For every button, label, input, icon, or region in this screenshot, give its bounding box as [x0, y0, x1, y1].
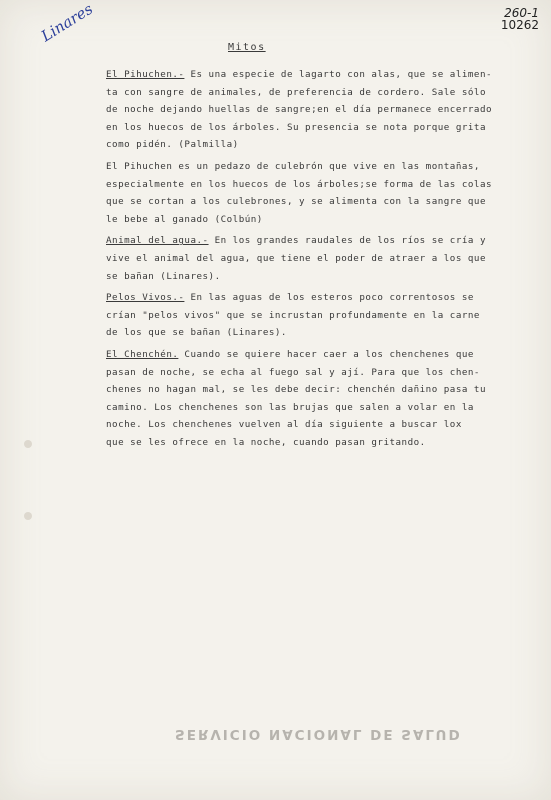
section-heading: Pelos Vivos.-: [106, 292, 185, 304]
text-line: [106, 211, 530, 229]
line-text: camino. Los chenchenes son las brujas que salen a volar en la: [106, 401, 474, 413]
punch-hole: [24, 512, 32, 520]
text-line: [106, 250, 530, 268]
text-line: [106, 136, 530, 154]
text-line: [106, 84, 530, 102]
text-line: [106, 434, 530, 452]
line-text: crían "pelos vivos" que se incrustan profundamente en la carne: [106, 309, 480, 321]
text-line: [106, 307, 530, 325]
line-text: En las aguas de los esteros poco correntosos se: [184, 292, 474, 304]
text-line: [106, 176, 530, 194]
section-heading: El Pihuchen.-: [106, 69, 185, 80]
line-text: chenes no hagan mal, se les debe decir: chenchén dañino pasa tu: [106, 384, 486, 396]
line-text: Es una especie de lagarto con alas, que se alimen-: [184, 69, 493, 80]
line-text: de noche dejando huellas de sangre;en el día permanece encerrado: [106, 104, 493, 116]
line-text: En los grandes raudales de los ríos se cría y: [208, 235, 486, 247]
text-line: [106, 399, 530, 417]
paragraph: [106, 346, 530, 452]
text-line: [106, 346, 530, 364]
text-line: [106, 101, 530, 119]
paragraph: [106, 232, 530, 285]
line-text: especialmente en los huecos de los árboles;se forma de las colas: [106, 178, 493, 190]
section-heading: El Chenchén.: [106, 348, 179, 360]
text-line: [106, 289, 530, 307]
text-line: [106, 232, 530, 250]
text-line: [106, 324, 530, 342]
paragraph: [106, 289, 530, 342]
line-text: vive el animal del agua, que tiene el poder de atraer a los que: [106, 252, 486, 264]
handwritten-margin-note: Linares: [38, 0, 96, 46]
line-text: en los huecos de los árboles. Su presencia se nota porque grita: [106, 121, 486, 133]
paragraph: [106, 158, 530, 228]
text-line: [106, 119, 530, 137]
line-text: pasan de noche, se echa al fuego sal y ají. Para que los chen-: [106, 366, 480, 378]
line-text: como pidén. (Palmilla): [106, 139, 239, 151]
text-line: [106, 268, 530, 286]
text-line: [106, 381, 530, 399]
line-text: de los que se bañan (Linares).: [106, 327, 287, 339]
document-body: [106, 66, 530, 455]
reference-number-2: 10262: [500, 18, 539, 32]
punch-hole: [24, 440, 32, 448]
reference-number-1: 260-1: [504, 6, 539, 20]
line-text: noche. Los chenchenes vuelven al día siguiente a buscar lox: [106, 419, 462, 431]
section-heading: Animal del agua.-: [106, 235, 209, 247]
line-text: Cuando se quiere hacer caer a los chenchenes que: [178, 348, 474, 360]
text-line: [106, 364, 530, 382]
line-text: El Pihuchen es un pedazo de culebrón que vive en las montañas,: [106, 160, 480, 172]
paragraph: [106, 66, 530, 154]
page-title: Mitos: [228, 42, 266, 53]
line-text: que se cortan a los culebrones, y se alimenta con la sangre que: [106, 196, 486, 208]
text-line: [106, 416, 530, 434]
line-text: que se les ofrece en la noche, cuando pasan gritando.: [106, 436, 426, 448]
line-text: ta con sangre de animales, de preferencia de cordero. Sale sólo: [106, 86, 486, 98]
watermark-stamp: SERVICIO NACIONAL DE SALUD: [175, 726, 462, 742]
text-line: [106, 193, 530, 211]
line-text: le bebe al ganado (Colbún): [106, 213, 263, 225]
line-text: se bañan (Linares).: [106, 270, 221, 282]
text-line: [106, 158, 530, 176]
text-line: [106, 66, 530, 84]
